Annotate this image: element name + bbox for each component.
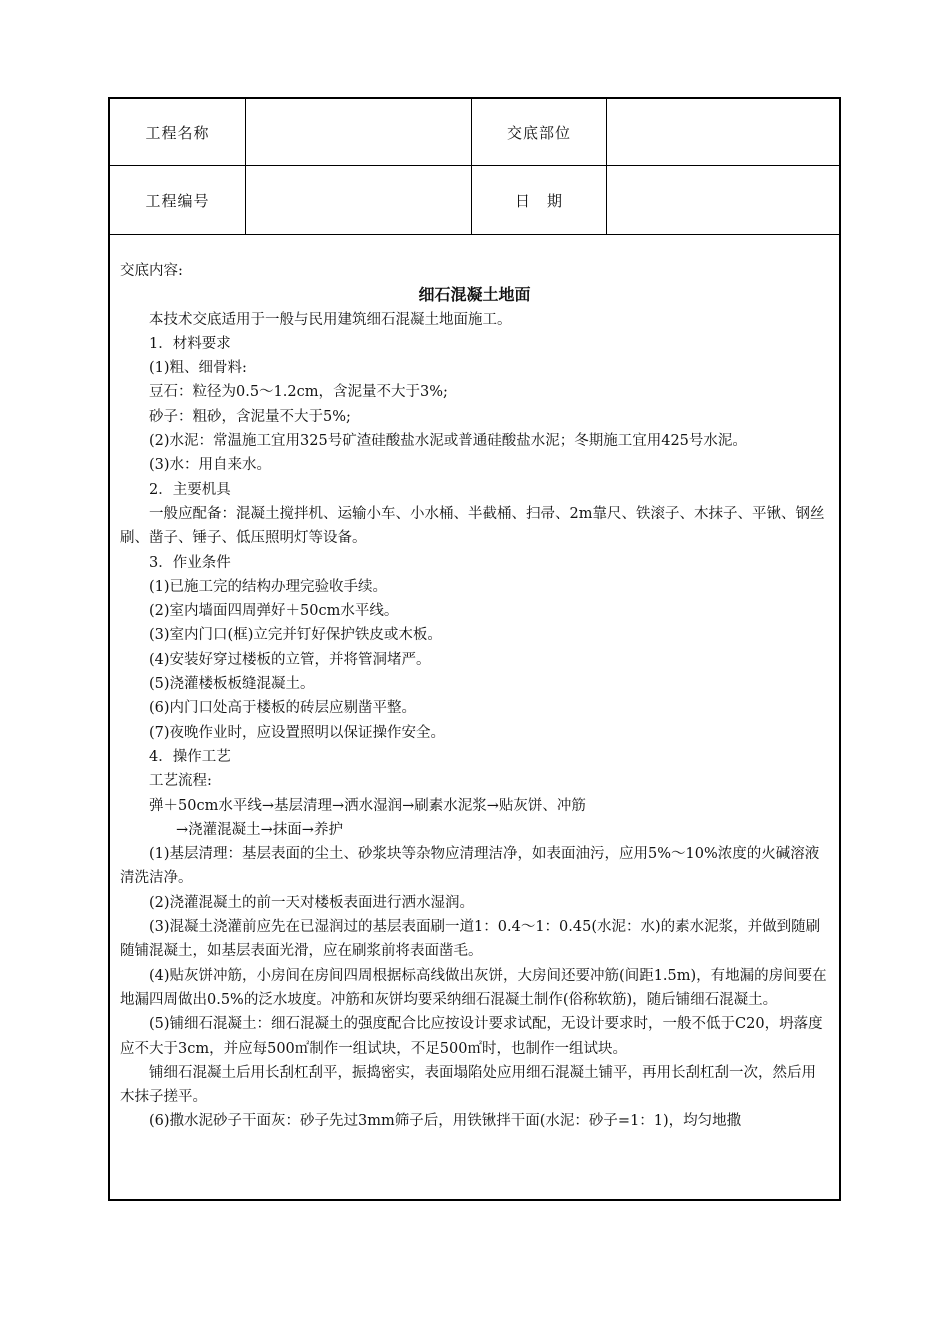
paragraph: (3)室内门口(框)立完并钉好保护铁皮或木板。 [149,627,442,644]
disclosure-content [120,259,829,1134]
project-number-label: 工程编号 [145,191,210,210]
project-name-field[interactable] [246,99,471,165]
process-flow: →浇灌混凝土→抹面→养护 [176,821,343,838]
section-heading: 1．材料要求 [149,335,231,352]
paragraph: 一般应配备：混凝土搅拌机、运输小车、小水桶、半截桶、扫帚、2m靠尺、铁滚子、木抹子、平锹、钢丝刷、凿子、锤子、低压照明灯等设备。 [120,505,825,547]
paragraph: (3)混凝土浇灌前应先在已湿润过的基层表面刷一道1：0.4～1：0.45(水泥：水)的素水泥浆，并做到随刷随铺混凝土，如基层表面光滑，应在刷浆前将表面凿毛。 [120,919,821,960]
section-heading: 4．操作工艺 [149,748,231,765]
paragraph: (1)基层清理：基层表面的尘土、砂浆块等杂物应清理洁净，如表面油污，应用5%～10%浓度的火碱溶液清洗洁净。 [120,846,820,887]
paragraph: (4)贴灰饼冲筋，小房间在房间四周根据标高线做出灰饼，大房间还要冲筋(间距1.5m)，有地漏的房间要在地漏四周做出0.5%的泛水坡度。冲筋和灰饼均要采纳细石混凝土制作(俗称软筋)，随后铺细石混凝土。 [120,967,827,1008]
project-number-field[interactable] [246,166,471,234]
date-label: 日 期 [514,191,563,210]
section-heading: 2．主要机具 [149,481,231,498]
project-name-label: 工程名称 [145,123,210,142]
paragraph: (5)浇灌楼板板缝混凝土。 [149,676,315,693]
paragraph: (2)浇灌混凝土的前一天对楼板表面进行洒水湿润。 [149,894,475,911]
content-label: 交底内容: [120,263,183,279]
row-divider [110,234,839,235]
paragraph: 砂子：粗砂，含泥量不大于5%; [149,408,351,425]
paragraph: (3)水：用自来水。 [149,457,272,474]
process-flow: 弹＋50cm水平线→基层清理→洒水湿润→刷素水泥浆→贴灰饼、冲筋 [149,797,586,814]
paragraph: (1)已施工完的结构办理完验收手续。 [149,578,388,595]
section-heading: 3．作业条件 [149,554,231,571]
paragraph: (7)夜晚作业时，应设置照明以保证操作安全。 [149,724,446,741]
disclosure-location-field[interactable] [607,99,840,165]
paragraph: 工艺流程: [149,773,212,790]
paragraph: (6)内门口处高于楼板的砖层应剔凿平整。 [149,700,417,717]
document-title: 细石混凝土地面 [418,285,531,305]
paragraph: 铺细石混凝土后用长刮杠刮平，振捣密实，表面塌陷处应用细石混凝土铺平，再用长刮杠刮一次，然后用木抹子搓平。 [120,1064,816,1106]
paragraph: (1)粗、细骨料: [149,360,247,377]
disclosure-form [108,97,841,1201]
paragraph: 豆石：粒径为0.5～1.2cm，含泥量不大于3%; [149,384,448,401]
disclosure-location-label: 交底部位 [506,123,571,142]
paragraph: (5)铺细石混凝土：细石混凝土的强度配合比应按设计要求试配，无设计要求时，一般不低于C20，坍落度应不大于3cm，并应每500㎡制作一组试块，不足500㎡时，也制作一组试块。 [120,1016,823,1057]
date-field[interactable] [607,166,840,234]
paragraph: (2)室内墙面四周弹好＋50cm水平线。 [149,603,399,620]
paragraph: (4)安装好穿过楼板的立管，并将管洞堵严。 [149,651,431,668]
paragraph: (6)撒水泥砂子干面灰：砂子先过3mm筛子后，用铁锹拌干面(水泥：砂子=1：1)，均匀地撒 [149,1113,742,1130]
paragraph: (2)水泥：常温施工宜用325号矿渣硅酸盐水泥或普通硅酸盐水泥；冬期施工宜用425号水泥。 [149,433,747,450]
paragraph: 本技术交底适用于一般与民用建筑细石混凝土地面施工。 [149,311,512,328]
